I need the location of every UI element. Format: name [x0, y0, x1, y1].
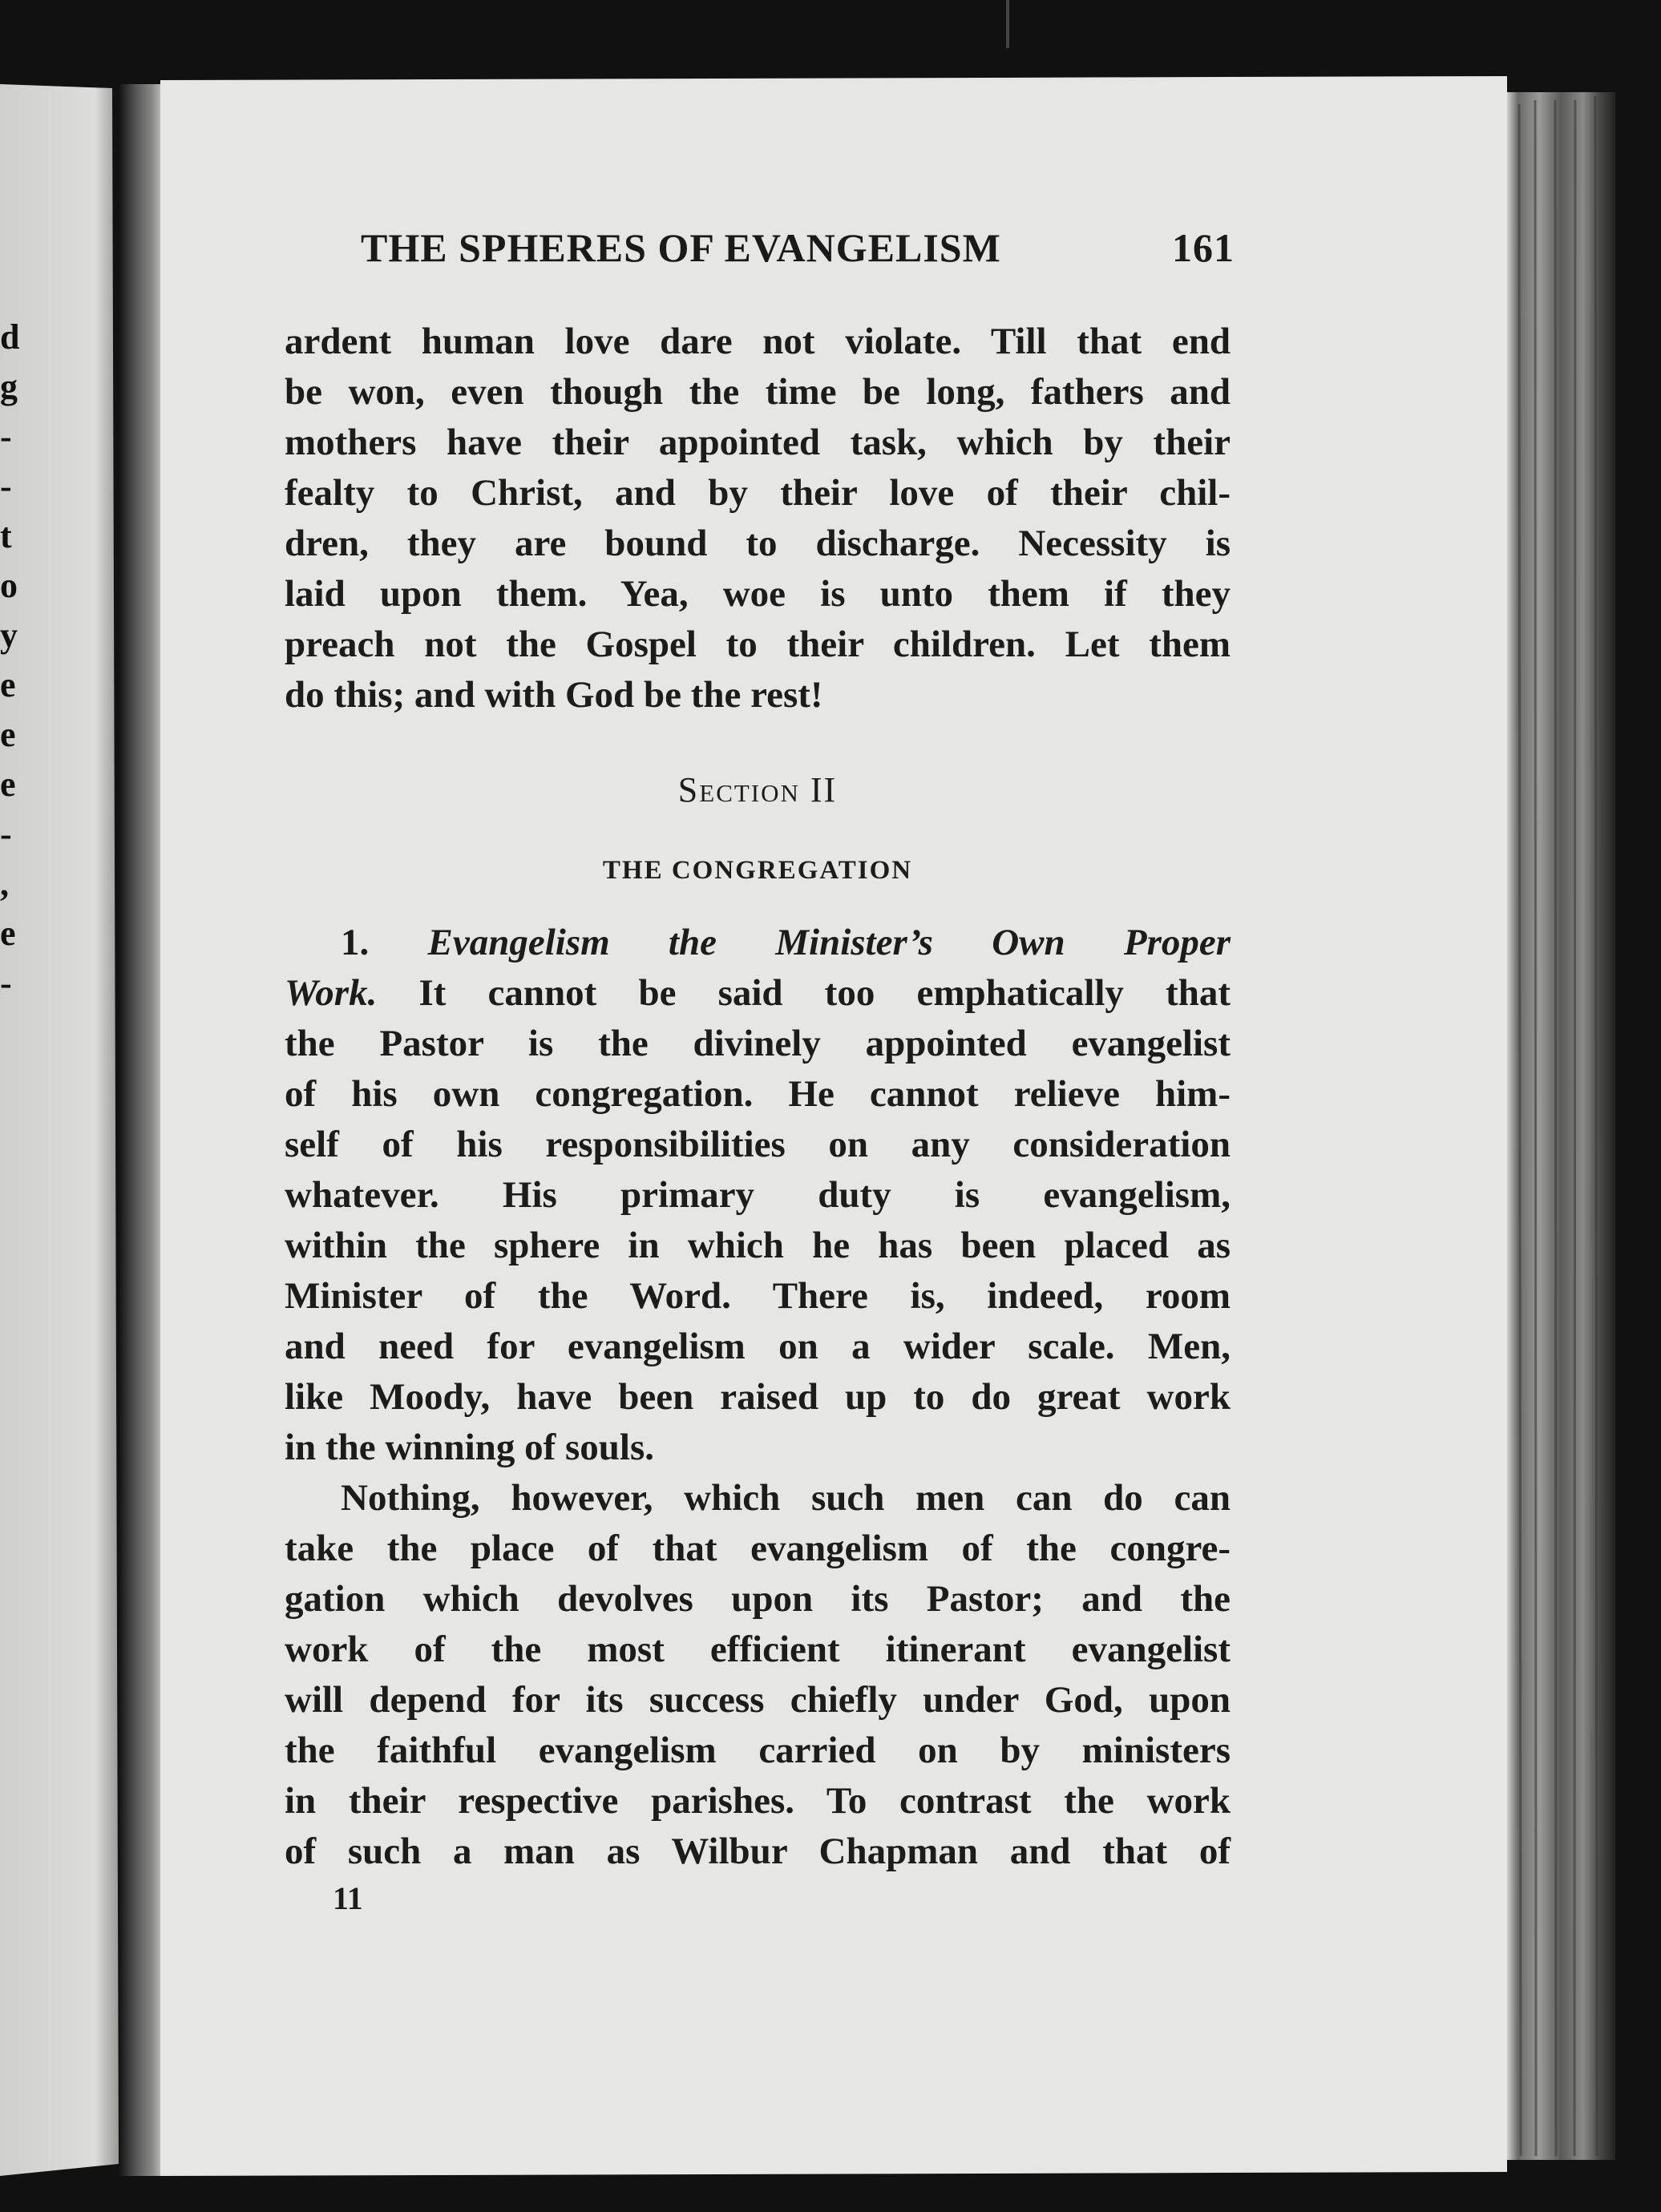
text-line: preach not the Gospel to their children. Let them — [285, 624, 1231, 665]
text-line: ardent human love dare not violate. Till that end — [285, 321, 1231, 362]
text-line: gation which devolves upon its Pastor; and the — [285, 1578, 1231, 1620]
fragment: - — [0, 963, 12, 1003]
running-head: THE SPHERES OF EVANGELISM — [361, 225, 1001, 270]
fragment: e — [0, 765, 16, 804]
section-heading: Section II — [677, 770, 838, 809]
gutter-shadow — [119, 84, 167, 2176]
paragraph-1 — [285, 317, 1231, 721]
text-line: Nothing, however, which such men can do can — [341, 1477, 1231, 1519]
section-subheading: THE CONGREGATION — [602, 856, 913, 885]
fragment: e — [0, 914, 16, 953]
text-line: Minister of the Word. There is, indeed, room — [285, 1275, 1231, 1317]
fragment: t — [0, 516, 12, 555]
fragment: g — [0, 367, 18, 406]
page-number: 161 — [1172, 225, 1235, 270]
fragment: e — [0, 665, 16, 704]
fragment: o — [0, 566, 18, 605]
text-line: in the winning of souls. — [285, 1427, 655, 1468]
fragment: - — [0, 814, 12, 854]
text-line: of such a man as Wilbur Chapman and that of — [285, 1831, 1231, 1872]
text-line: self of his responsibilities on any consideration — [285, 1124, 1231, 1165]
text-line: take the place of that evangelism of the congre- — [285, 1528, 1231, 1569]
facing-page-fragments — [0, 313, 24, 1008]
fragment: d — [0, 317, 20, 357]
page-block-edge — [1507, 92, 1615, 2160]
fragment: , — [0, 864, 9, 903]
text-line: the Pastor is the divinely appointed evangelist — [285, 1023, 1231, 1064]
fragment: y — [0, 616, 18, 655]
text-line: like Moody, have been raised up to do great work — [285, 1376, 1231, 1418]
text-line: within the sphere in which he has been placed as — [285, 1225, 1231, 1266]
text-line: be won, even though the time be long, fathers and — [285, 371, 1231, 413]
text-line: mothers have their appointed task, which by their — [285, 422, 1231, 463]
text-line: dren, they are bound to discharge. Necessity is — [285, 523, 1231, 564]
item-number: 1. — [341, 922, 370, 963]
italic-title: Evangelism the Minister’s Own Proper — [427, 922, 1231, 963]
text-line: whatever. His primary duty is evangelism, — [285, 1174, 1231, 1216]
text-line: will depend for its success chiefly under God, upon — [285, 1679, 1231, 1721]
signature-mark: 11 — [333, 1880, 363, 1916]
fragment: - — [0, 466, 12, 506]
fragment: - — [0, 417, 12, 456]
text-line: of his own congregation. He cannot relieve him- — [285, 1073, 1231, 1115]
text-line: fealty to Christ, and by their love of their chil- — [285, 472, 1231, 514]
text-line: laid upon them. Yea, woe is unto them if they — [285, 573, 1231, 615]
page-header — [361, 224, 1235, 281]
fragment: e — [0, 715, 16, 754]
text-line: the faithful evangelism carried on by ministers — [285, 1730, 1231, 1771]
text-line — [285, 918, 1231, 968]
text-line — [285, 968, 1231, 1019]
scan-artifact — [1006, 0, 1009, 48]
text-line: in their respective parishes. To contrast the work — [285, 1780, 1231, 1822]
text-line: work of the most efficient itinerant evangelist — [285, 1629, 1231, 1670]
text-line: and need for evangelism on a wider scale. Men, — [285, 1326, 1231, 1367]
paragraph-2 — [285, 918, 1231, 1473]
paragraph-3 — [285, 1473, 1231, 1877]
italic-title: Work. — [285, 972, 378, 1014]
text-run: It cannot be said too emphatically that — [377, 972, 1231, 1014]
text-line: do this; and with God be the rest! — [285, 674, 823, 716]
